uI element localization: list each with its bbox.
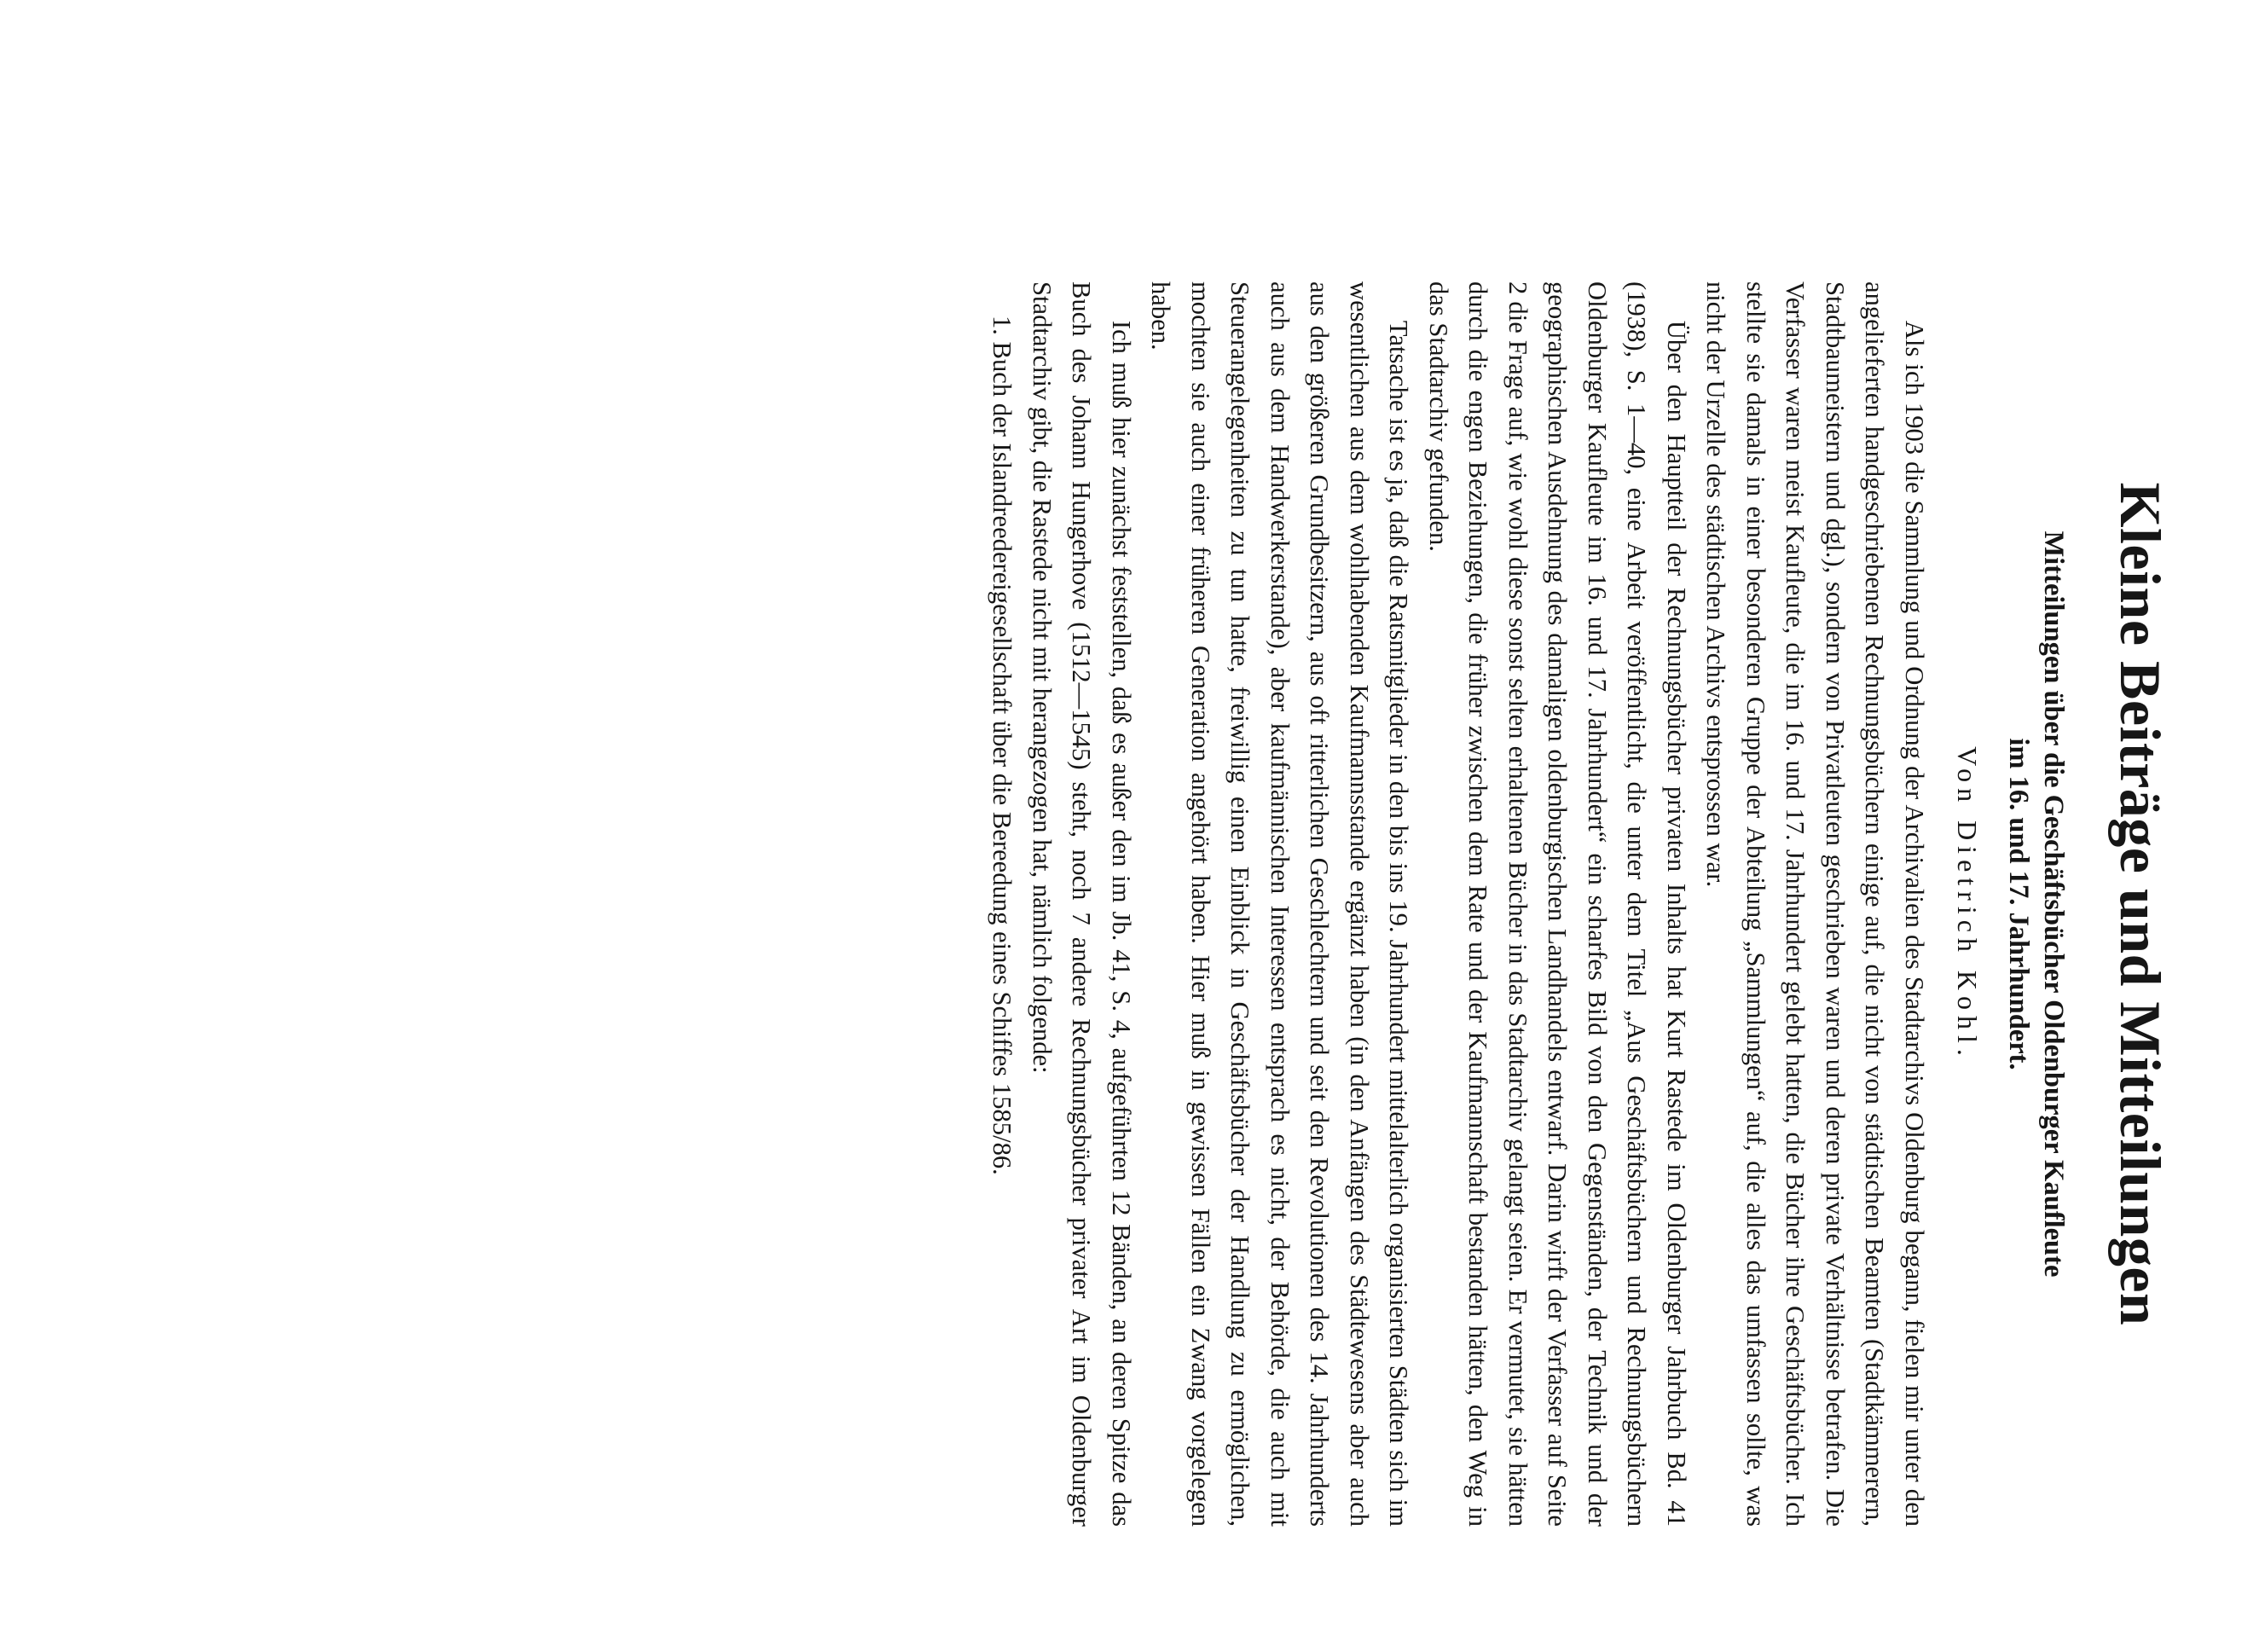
list-item-1: 1. Buch der Islandreedereigesellschaft über die Bereedung eines Schiffes 1585/86.: [988, 316, 1017, 1175]
body-paragraph-2: Über den Hauptteil der Rechnungsbücher privaten Inhalts hat Kurt Rastede im Oldenburger Jahrbuch Bd. 41 (1938), S. 1—40, eine Arbeit veröffentlicht, die unter dem Titel „Aus Geschäftsbüchern und Rechnungsbüchern Oldenburger Kaufleute im 16. und 17. Jahrhundert“ ein scharfes Bild von den Gegenständen, der Technik und der geographischen Ausdehnung des damaligen oldenburgischen Landhandels entwarf. Darin wirft der Verfasser auf Seite 2 die Frage auf, wie wohl diese sonst selten erhaltenen Bücher in das Stadtarchiv gelangt seien. Er vermutet, sie hätten durch die engen Beziehungen, die früher zwischen dem Rate und der Kaufmannschaft bestanden hätten, den Weg in das Stadtarchiv gefunden.: [1423, 281, 1691, 1527]
author-byline: Von Dietrich Kohl.: [1952, 746, 1984, 1062]
article-subtitle-line-2: im 16. und 17. Jahrhundert.: [2002, 738, 2034, 1070]
article-body: [982, 281, 1934, 1527]
article-title: Kleine Beiträge und Mitteilungen: [2108, 482, 2173, 1326]
article-subtitle-line-1: Mitteilungen über die Geschäftsbücher Oldenburger Kaufleute: [2037, 530, 2069, 1278]
body-paragraph-4: Ich muß hier zunächst feststellen, daß es außer den im Jb. 41, S. 4, aufgeführten 12 Bänden, an deren Spitze das Buch des Johann Hungerhove (1512—1545) steht, noch 7 andere Rechnungsbücher privater Art im Oldenburger Stadtarchiv gibt, die Rastede nicht mit herangezogen hat, nämlich folgende:: [1027, 281, 1136, 1527]
rotated-text-block: [982, 281, 2173, 1527]
body-paragraph-1: Als ich 1903 die Sammlung und Ordnung der Archivalien des Stadtarchivs Oldenburg begann, fielen mir unter den angelieferten handgeschriebenen Rechnungsbüchern einige auf, die nicht von städtischen Beamten (Stadtkämmerern, Stadtbaumeistern und dgl.), sondern von Privatleuten geschrieben waren und deren private Verhältnisse betrafen. Die Verfasser waren meist Kaufleute, die im 16. und 17. Jahrhundert gelebt hatten, die Bücher ihre Geschäftsbücher. Ich stellte sie damals in einer besonderen Gruppe der Abteilung „Sammlungen“ auf, die alles das umfassen sollte, was nicht der Urzelle des städtischen Archivs entsprossen war.: [1701, 281, 1929, 1527]
body-paragraph-3: Tatsache ist es ja, daß die Ratsmitglieder in den bis ins 19. Jahrhundert mittelalterlich organisierten Städten sich im wesentlichen aus dem wohlhabenden Kaufmannsstande ergänzt haben (in den Anfängen des Städtewesens aber auch aus den größeren Grundbesitzern, aus oft ritterlichen Geschlechtern und seit den Revolutionen des 14. Jahrhunderts auch aus dem Handwerkerstande), aber kaufmännischen Interessen entsprach es nicht, der Behörde, die auch mit Steuerangelegenheiten zu tun hatte, freiwillig einen Einblick in Geschäftsbücher der Handlung zu ermöglichen, mochten sie auch einer früheren Generation angehört haben. Hier muß in gewissen Fällen ein Zwang vorgelegen haben.: [1146, 281, 1414, 1527]
